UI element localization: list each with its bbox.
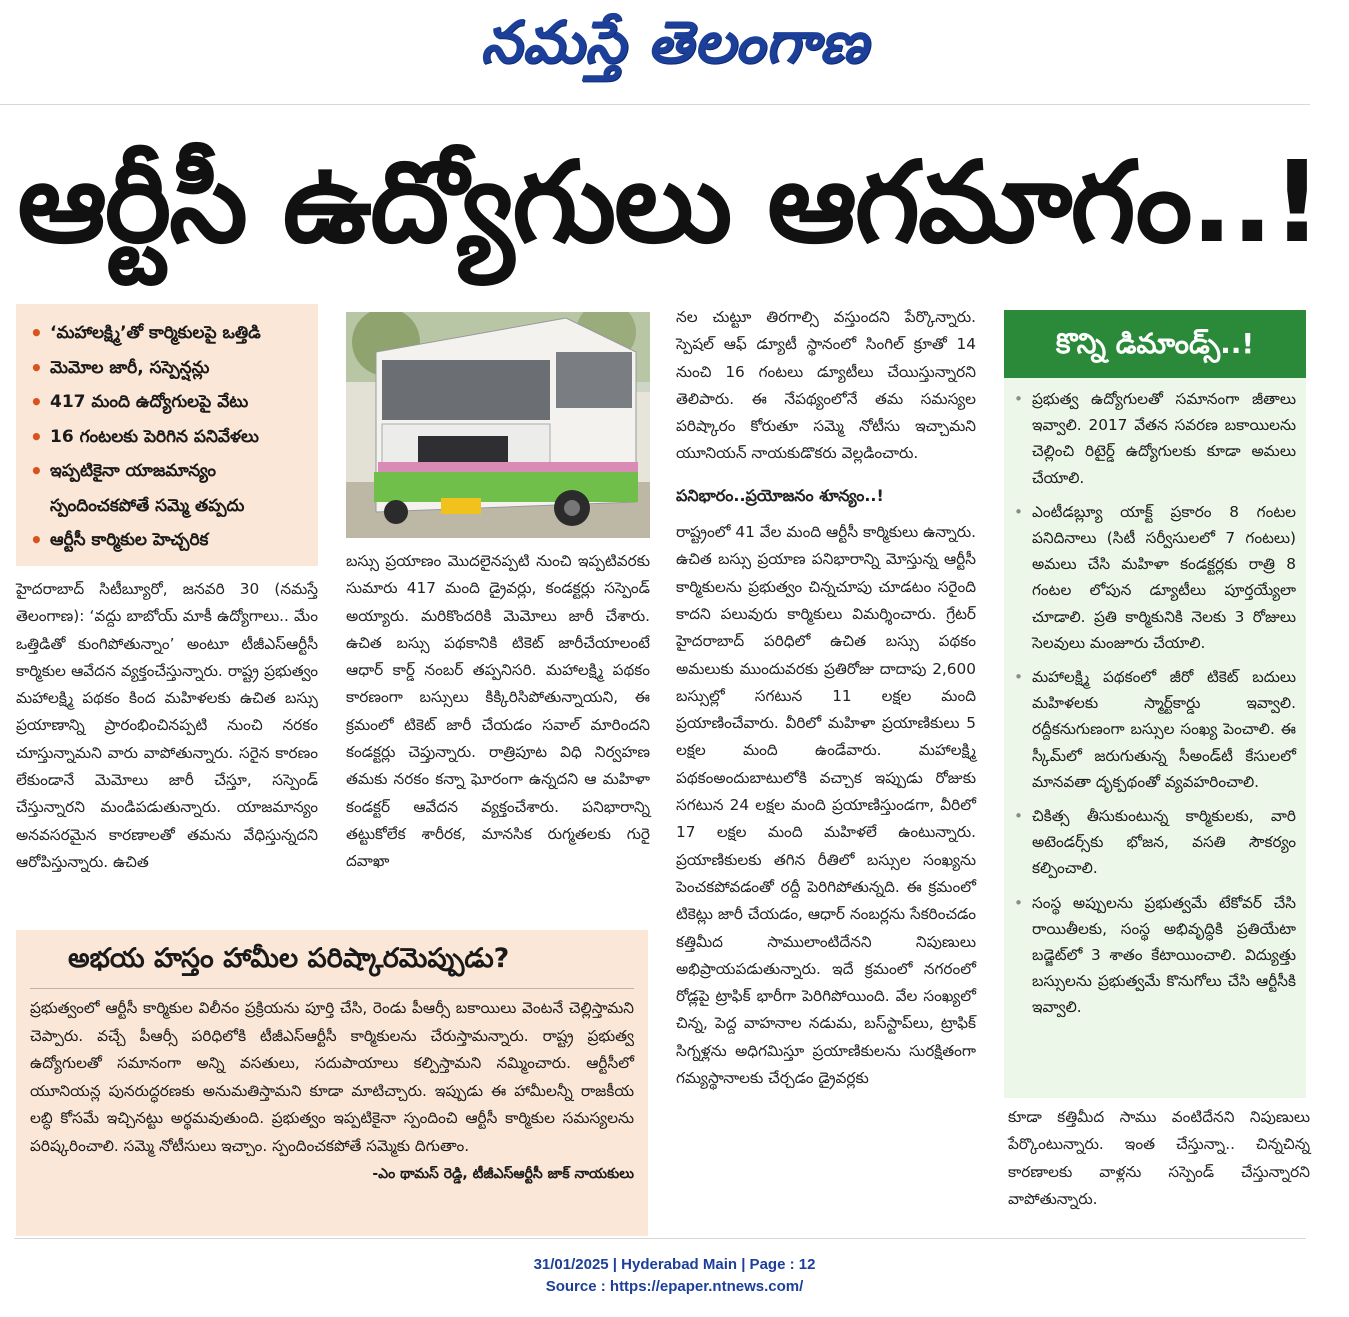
highlight-item: • ‘మహాలక్ష్మి’తో కార్మికులపై ఒత్తిడి [28,316,308,351]
highlight-item: • 417 మంది ఉద్యోగులపై వేటు [28,385,308,420]
highlight-item: • 16 గంటలకు పెరిగిన పనివేళలు [28,420,308,455]
abhaya-attribution: -ఎం థామస్ రెడ్డి, టీజీఎస్ఆర్టీసీ జాక్ నాయకులు [372,1166,634,1182]
article-paragraph: నల చుట్టూ తిరగాల్సి వస్తుందని పేర్కొన్నారు. స్పెషల్ ఆఫ్ డ్యూటీ స్థానంలో సింగిల్ క్రూతో 14 నుంచి 16 గంటలు డ్యూటీలు చేయిస్తున్నారని తెలిపారు. ఈ నేపథ్యంలోనే తమ సమస్యల పరిష్కారం కోరుతూ సమ్మె నోటీసు ఇచ్చామని యూనియన్ నాయకుడొకరు వెల్లడించారు. [676,308,976,463]
demands-list [1004,386,1306,1021]
highlight-item: • ఆర్టీసీ కార్మికుల హెచ్చరిక [28,523,308,558]
highlights-box [16,304,318,566]
bullet-icon: • [30,528,43,552]
bus-illustration [346,312,650,538]
demands-box [1004,310,1306,1098]
abhaya-title: అభయ హస్తం హామీల పరిష్కారమెప్పుడు? [68,943,510,974]
bullet-icon: • [30,321,43,345]
bullet-icon: • [30,424,43,449]
footer-date-edition-page: 31/01/2025 | Hyderabad Main | Page : 12 [533,1256,816,1273]
abhaya-body: ప్రభుత్వంలో ఆర్టీసీ కార్మికుల విలీనం ప్రక్రియను పూర్తి చేసి, రెండు పీఆర్సీ బకాయిలు వెంటనే చెల్లిస్తామని చెప్పారు. వచ్చే పీఆర్సీ పరిధిలోకి టీజీఎస్ఆర్టీసీ కార్మికులను చేరుస్తామన్నారు. రాష్ట్ర ప్రభుత్వ ఉద్యోగులతో సమానంగా అన్ని వసతులు, సదుపాయాలు కల్పిస్తామని నమ్మించారు. ఆర్టీసీలో యూనియన్ల పునరుద్ధరణకు అనుమతిస్తామని కూడా మాటిచ్చారు. ఇప్పుడు ఈ హామీలన్నీ రాజకీయ లబ్ధి కోసమే ఇచ్చినట్టు అర్థమవుతుంది. ప్రభుత్వం ఇప్పటికైనా స్పందించి ఆర్టీసీ కార్మికుల సమస్యలను పరిష్కరించాలి. సమ్మె నోటీసులు ఇచ్చాం. స్పందించకపోతే సమ్మెకు దిగుతాం. [30,999,634,1155]
bullet-icon: • [30,459,43,483]
article-paragraph: కూడా కత్తిమీద సాము వంటిదేనని నిపుణులు పేర్కొంటున్నారు. ఇంత చేస్తున్నా.. చిన్నచిన్న కారణాలకు వాళ్లను సస్పెండ్ చేస్తున్నారని వాపోతున్నారు. [1008,1108,1310,1208]
bullet-icon: • [1014,668,1024,687]
article-column-3 [676,304,976,1092]
masthead [0,0,1349,100]
demands-title: కొన్ని డిమాండ్స్..! [1004,310,1306,378]
newspaper-logo: నమస్తే తెలంగాణ [480,8,869,76]
highlight-item-continuation: స్పందించకపోతే సమ్మె తప్పదు [50,495,245,516]
bullet-icon: • [1014,807,1024,826]
demand-item: • సంస్థ అప్పులను ప్రభుత్వమే టేకోవర్ చేసి రాయితీలకు, సంస్థ అభివృద్ధికి ప్రతియేటా బడ్జెట్‌లో 3 శాతం కేటాయించాలి. విద్యుత్తు బస్సులను ప్రభుత్వమే కొనుగోలు చేసి ఆర్టీసీకి ఇవ్వాలి. [1032,890,1296,1021]
abhaya-divider [30,988,634,989]
top-divider [0,104,1310,105]
article-column-2 [346,548,650,876]
article-paragraph: హైదరాబాద్ సిటీబ్యూరో, జనవరి 30 (నమస్తే తెలంగాణ): ‘వద్దు బాబోయ్ మాకీ ఉద్యోగాలు.. మేం ఒత్తిడితో కుంగిపోతున్నాం’ అంటూ టీజీఎస్ఆర్టీసీ కార్మికుల ఆవేదన వ్యక్తంచేస్తున్నారు. రాష్ట్ర ప్రభుత్వం మహాలక్ష్మి పథకం కింద మహిళలకు ఉచిత బస్సు ప్రయాణాన్ని ప్రారంభించినప్పటి నుంచి నరకం చూస్తున్నామని వారు వాపోతున్నారు. సరైన కారణం లేకుండానే మెమోలు జారీ చేస్తూ, సస్పెండ్ చేస్తున్నారని మండిపడుతున్నారు. యాజమాన్యం అనవసరమైన కారణాలతో తమను వేధిస్తున్నదని ఆరోపిస్తున్నారు. ఉచిత [16,580,318,871]
bullet-icon: • [1014,502,1024,521]
bottom-divider [14,1238,1306,1239]
bus-photo [346,312,650,538]
article-paragraph: బస్సు ప్రయాణం మొదలైనప్పటి నుంచి ఇప్పటివరకు సుమారు 417 మంది డ్రైవర్లు, కండక్టర్లు సస్పెండ్ అయ్యారు. మరికొందరికి మెమోలు జారీ చేశారు. ఉచిత బస్సు పథకానికి టికెట్ జారీచేయాలంటే ఆధార్ కార్డ్ నంబర్ తప్పనిసరి. మహాలక్ష్మి పథకం కారణంగా బస్సులు కిక్కిరిసిపోతున్నాయని, ఈ క్రమంలో టికెట్ జారీ చేయడం సవాల్ మారిందని కండక్టర్లు చెప్తున్నారు. రాత్రిపూట విధి నిర్వహణ తమకు నరకం కన్నా ఘోరంగా ఉన్నదని ఆ మహిళా కండక్టర్ ఆవేదన వ్యక్తంచేశారు. పనిభారాన్ని తట్టుకోలేక శారీరక, మానసిక రుగ్మతలకు గురై దవాఖా [346,552,650,871]
headline: ఆర్టీసీ ఉద్యోగులు ఆగమాగం..! [17,138,1321,268]
footer [0,1254,1349,1298]
footer-source-link[interactable]: Source : https://epaper.ntnews.com/ [545,1278,804,1295]
article-column-4 [1008,1104,1310,1213]
demand-item: • ప్రభుత్వ ఉద్యోగులతో సమానంగా జీతాలు ఇవ్వాలి. 2017 వేతన సవరణ బకాయిలను చెల్లించి రిటైర్డ్ ఉద్యోగులకు కూడా అమలు చేయాలి. [1032,386,1296,491]
bullet-icon: • [1014,893,1024,912]
bullet-icon: • [30,355,43,380]
bullet-icon: • [30,390,43,414]
bullet-icon: • [1014,390,1024,408]
article-paragraph: రాష్ట్రంలో 41 వేల మంది ఆర్టీసీ కార్మికులు ఉన్నారు. ఉచిత బస్సు ప్రయాణ పనిభారాన్ని మోస్తున్న ఆర్టీసీ కార్మికులను ప్రభుత్వం చిన్నచూపు చూడటం సరైంది కాదని పలువురు కార్మికులు విమర్శించారు. గ్రేటర్ హైదరాబాద్ పరిధిలో ఉచిత బస్సు పథకం అమలుకు ముందువరకు ప్రతిరోజు దాదాపు 2,600 బస్సుల్లో సగటున 11 లక్షల మంది ప్రయాణించేవారు. వీరిలో మహిళా ప్రయాణికులు 5 లక్షల మంది ఉండేవారు. మహాలక్ష్మి పథకంఅందుబాటులోకి వచ్చాక ఇప్పుడు రోజుకు సగటున 24 లక్షల మంది ప్రయాణిస్తుండగా, వీరిలో 17 లక్షల మంది మహిళలే ఉంటున్నారు. ప్రయాణికులకు తగిన రీతిలో బస్సుల సంఖ్యను పెంచకపోవడంతో రద్దీ పెరిగిపోతున్నది. ఈ క్రమంలో టికెట్లు జారీ చేయడం, ఆధార్ నంబర్లను సేకరించడం కత్తిమీద సాములాంటిదేనని నిపుణులు అభిప్రాయపడుతున్నారు. ఇదే క్రమంలో నగరంలో రోడ్లపై ట్రాఫిక్ భారీగా పెరిగిపోయింది. వేల సంఖ్యలో చిన్న, పెద్ద వాహనాల నడుమ, బస్‌స్టాప్‌లు, ట్రాఫిక్ సిగ్నళ్లను అధిగమిస్తూ ప్రయాణికులను సురక్షితంగా గమ్యస్థానాలకు చేర్చడం డ్రైవర్లకు [676,523,976,1088]
abhaya-hastam-box [16,930,648,1236]
demand-item: • ఎంటీడబ్ల్యూ యాక్ట్ ప్రకారం 8 గంటల పనిదినాలు (సిటీ సర్వీసులలో 7 గంటలు) అమలు చేసి మహిళా కండక్టర్లకు రాత్రి 8 గంటల లోపున డ్యూటీలు పూర్తయ్యేలా చూడాలి. ప్రతి కార్మికునికి నెలకు 3 రోజులు సెలవులు మంజూరు చేయాలి. [1032,499,1296,656]
article-column-1 [16,576,318,876]
demand-item: • మహాలక్ష్మి పథకంలో జీరో టికెట్ బదులు మహిళలకు స్మార్ట్‌కార్డు ఇవ్వాలి. రద్దీకనుగుణంగా బస్సుల సంఖ్య పెంచాలి. ఈ స్కీమ్‌లో జరుగుతున్న సీఅండ్‌టీ కేసులలో మానవతా దృక్పథంతో వ్యవహరించాలి. [1032,664,1296,795]
article-subheading: పనిభారం..ప్రయోజనం శూన్యం..! [676,485,884,505]
highlight-item: • మెమోల జారీ, సస్పెన్షన్లు [28,351,308,386]
demand-item: • చికిత్స తీసుకుంటున్న కార్మికులకు, వారి అటెండర్స్‌కు భోజన, వసతి సౌకర్యం కల్పించాలి. [1032,803,1296,882]
highlight-item: • ఇప్పటికైనా యాజమాన్యం [28,454,308,489]
